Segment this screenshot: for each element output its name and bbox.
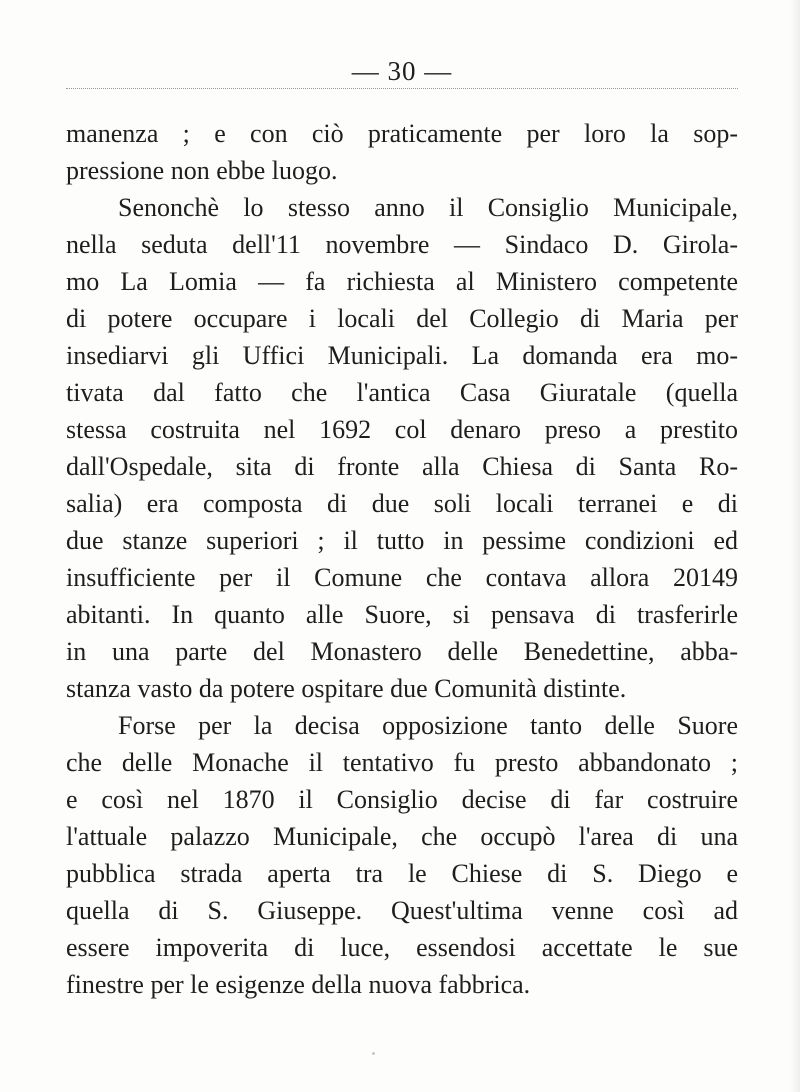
text-line: mo La Lomia — fa richiesta al Ministero competente bbox=[66, 267, 738, 296]
body-text bbox=[66, 115, 738, 1003]
paper-speck bbox=[372, 1052, 375, 1055]
text-line: stanza vasto da potere ospitare due Comunità distinte. bbox=[66, 674, 627, 703]
paragraph bbox=[66, 189, 738, 707]
text-line: e così nel 1870 il Consiglio decise di far costruire bbox=[66, 785, 738, 814]
text-line: pressione non ebbe luogo. bbox=[66, 156, 338, 185]
paragraph bbox=[66, 707, 738, 1003]
page-number: — 30 — bbox=[351, 56, 453, 86]
text-line: due stanze superiori ; il tutto in pessime condizioni ed bbox=[66, 526, 738, 555]
text-line: essere impoverita di luce, essendosi accettate le sue bbox=[66, 933, 738, 962]
text-line: che delle Monache il tentativo fu presto abbandonato ; bbox=[66, 748, 738, 777]
text-line: nella seduta dell'11 novembre — Sindaco D. Girola- bbox=[66, 230, 738, 259]
text-line: di potere occupare i locali del Collegio di Maria per bbox=[66, 304, 738, 333]
text-line: Senonchè lo stesso anno il Consiglio Municipale, bbox=[118, 193, 738, 222]
text-line: finestre per le esigenze della nuova fabbrica. bbox=[66, 970, 531, 999]
text-line: stessa costruita nel 1692 col denaro preso a prestito bbox=[66, 415, 738, 444]
text-line: insediarvi gli Uffici Municipali. La domanda era mo- bbox=[66, 341, 738, 370]
text-line: Forse per la decisa opposizione tanto delle Suore bbox=[118, 711, 738, 740]
text-line: dall'Ospedale, sita di fronte alla Chiesa di Santa Ro- bbox=[66, 452, 738, 481]
page-header bbox=[66, 50, 738, 90]
text-line: quella di S. Giuseppe. Quest'ultima venne così ad bbox=[66, 896, 738, 925]
text-line: abitanti. In quanto alle Suore, si pensava di trasferirle bbox=[66, 600, 738, 629]
text-line: manenza ; e con ciò praticamente per loro la sop- bbox=[66, 119, 738, 148]
page-edge-shadow bbox=[790, 0, 800, 1092]
text-line: salia) era composta di due soli locali terranei e di bbox=[66, 489, 738, 518]
header-dotted-rule bbox=[66, 88, 738, 89]
text-line: tivata dal fatto che l'antica Casa Giuratale (quella bbox=[66, 378, 738, 407]
paragraph bbox=[66, 115, 738, 189]
text-line: pubblica strada aperta tra le Chiese di S. Diego e bbox=[66, 859, 738, 888]
text-line: l'attuale palazzo Municipale, che occupò l'area di una bbox=[66, 822, 738, 851]
text-line: in una parte del Monastero delle Benedettine, abba- bbox=[66, 637, 738, 666]
text-line: insufficiente per il Comune che contava allora 20149 bbox=[66, 563, 738, 592]
